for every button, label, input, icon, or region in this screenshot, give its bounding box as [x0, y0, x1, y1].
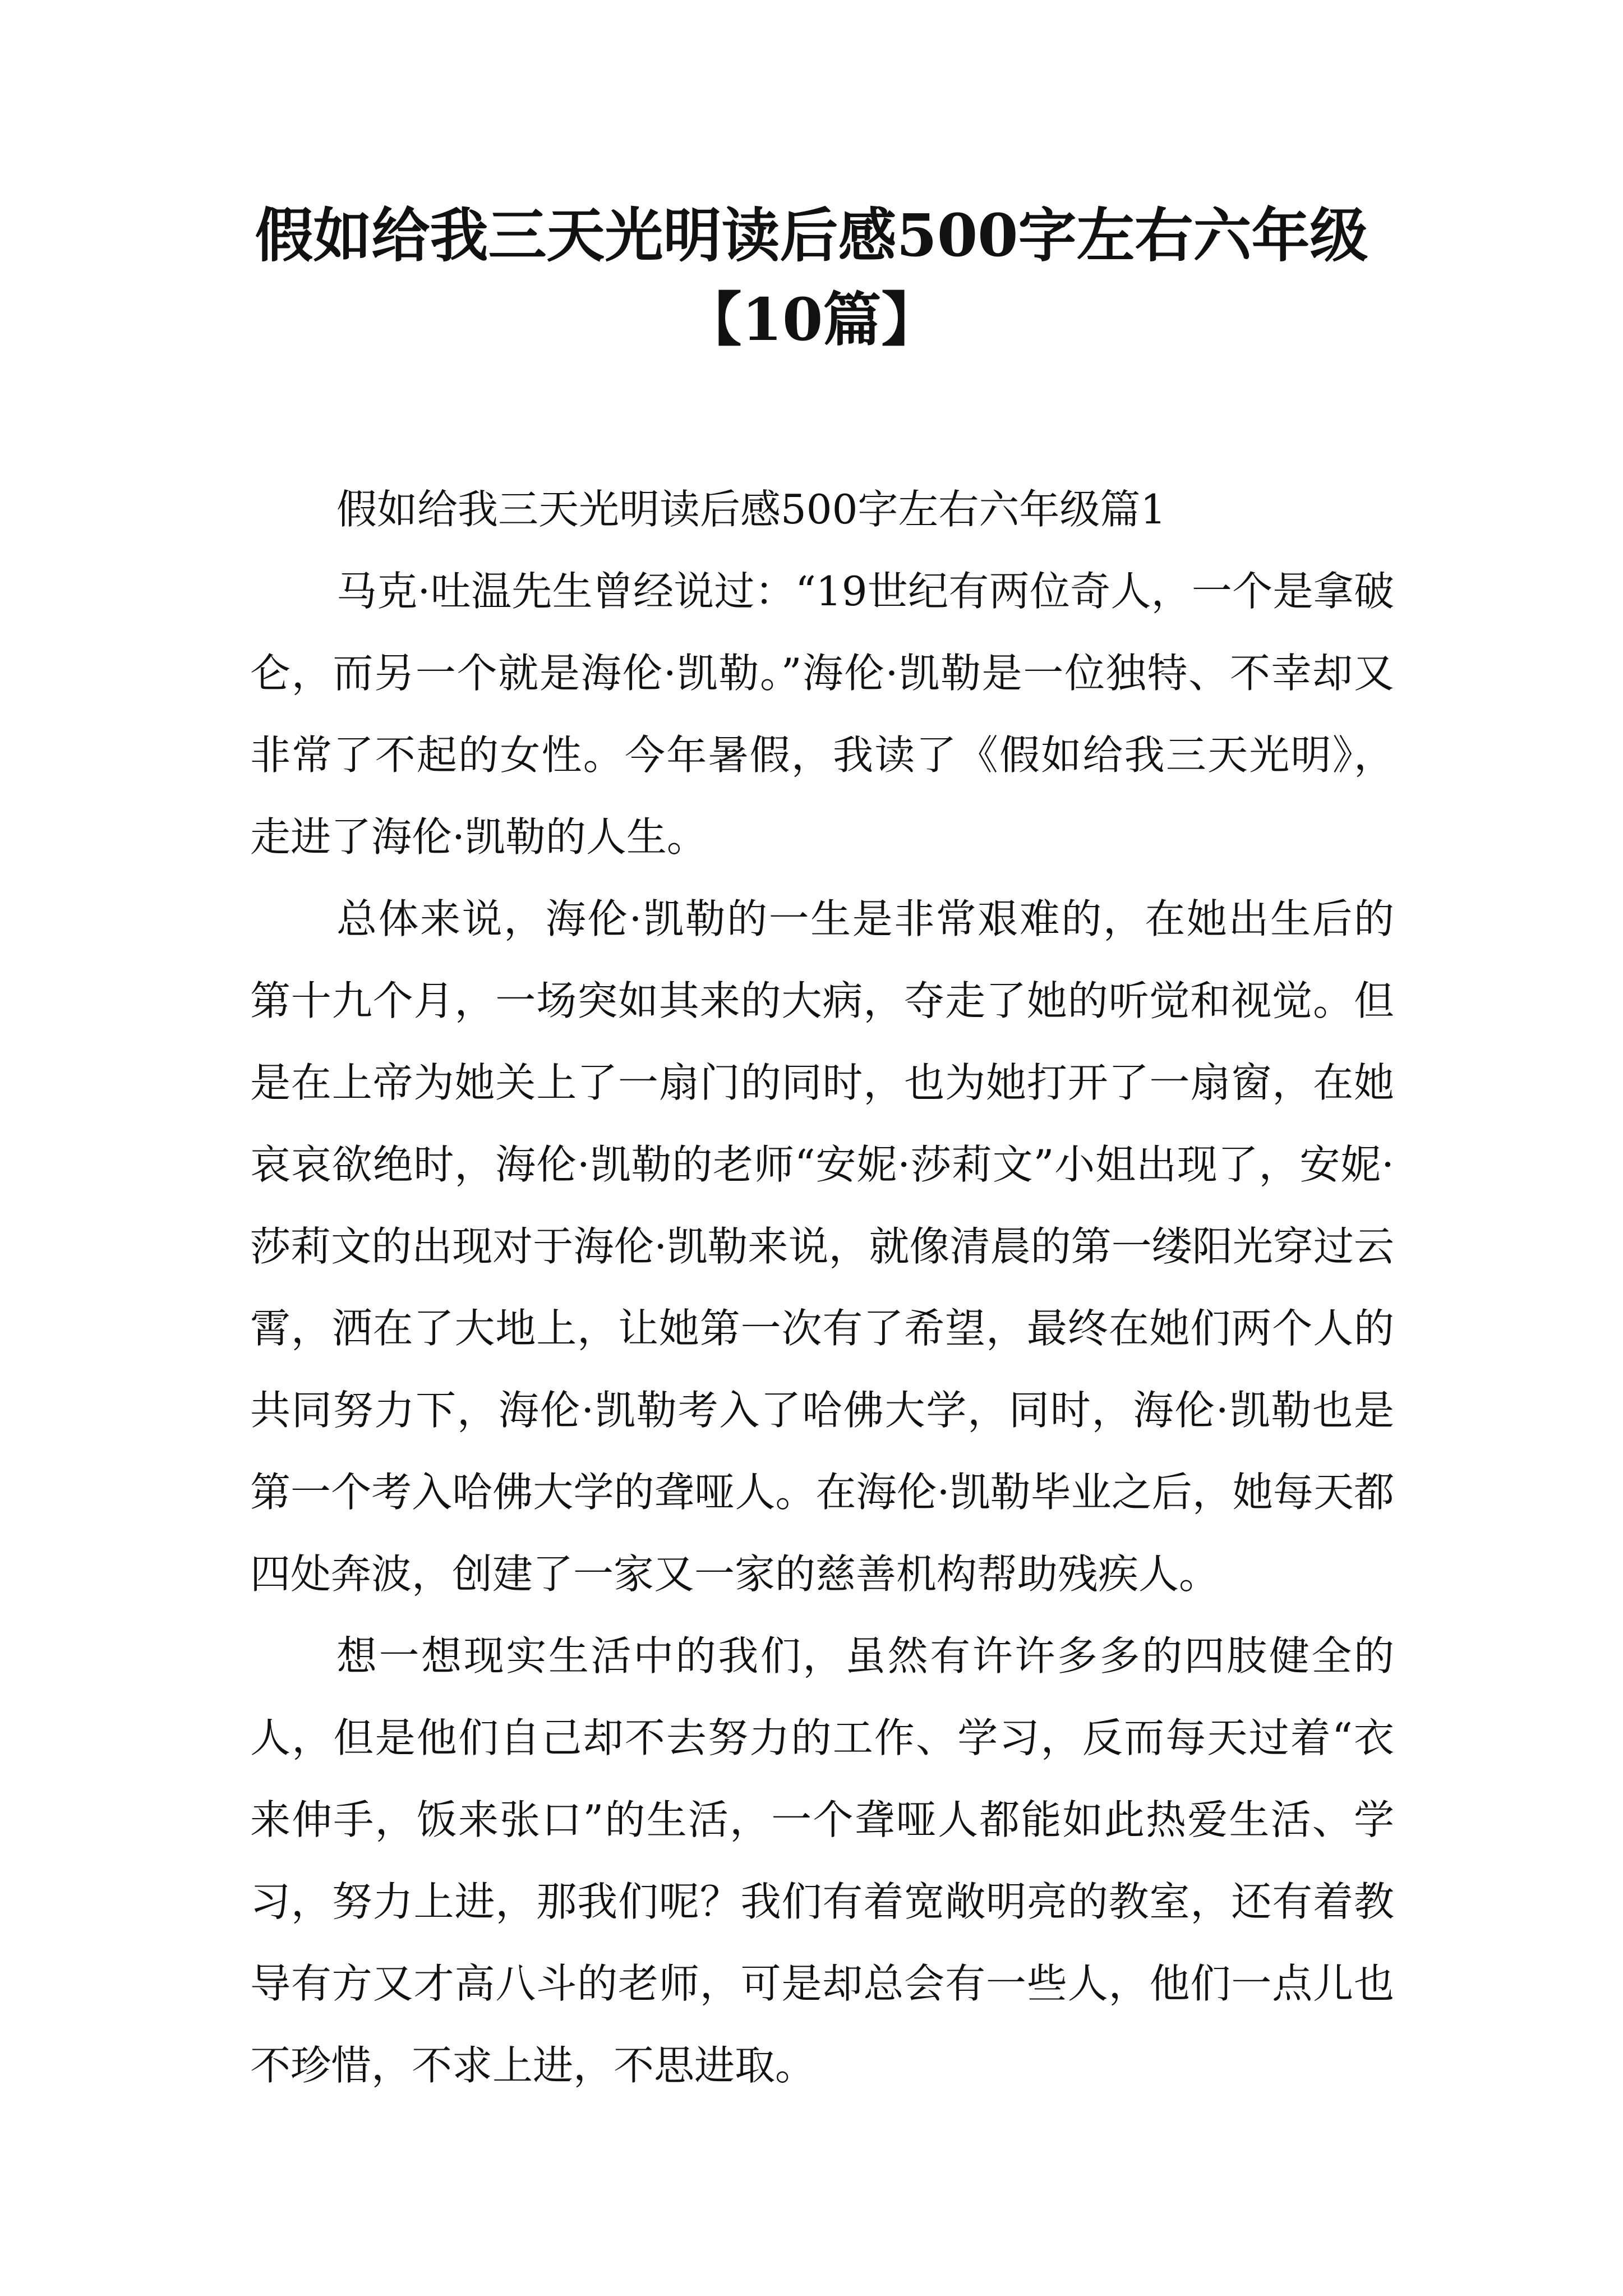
- paragraph-2: 总体来说，海伦·凯勒的一生是非常艰难的，在她出生后的第十九个月，一场突如其来的大病，夺走了她的听觉和视觉。但是在上帝为她关上了一扇门的同时，也为她打开了一扇窗，在她哀哀欲绝时，海伦·凯勒的老师“安妮·莎莉文”小姐出现了，安妮·莎莉文的出现对于海伦·凯勒来说，就像清晨的第一缕阳光穿过云霄，洒在了大地上，让她第一次有了希望，最终在她们两个人的共同努力下，海伦·凯勒考入了哈佛大学，同时，海伦·凯勒也是第一个考入哈佛大学的聋哑人。在海伦·凯勒毕业之后，她每天都四处奔波，创建了一家又一家的慈善机构帮助残疾人。: [250, 895, 1394, 1598]
- paragraph-1: 马克·吐温先生曾经说过：“19世纪有两位奇人，一个是拿破仑，而另一个就是海伦·凯勒。”海伦·凯勒是一位独特、不幸却又非常了不起的女性。今年暑假，我读了《假如给我三天光明》，走进了海伦·凯勒的人生。: [250, 568, 1394, 861]
- paragraph-3: 想一想现实生活中的我们，虽然有许许多多的四肢健全的人，但是他们自己却不去努力的工作、学习，反而每天过着“衣来伸手，饭来张口”的生活，一个聋哑人都能如此热爱生活、学习，努力上进，那我们呢？我们有着宽敞明亮的教室，还有着教导有方又才高八斗的老师，可是却总会有一些人，他们一点儿也不珍惜，不求上进，不思进取。: [250, 1632, 1394, 2089]
- document-title: [247, 194, 1376, 362]
- section-heading: 假如给我三天光明读后感500字左右六年级篇1: [336, 486, 1166, 533]
- document-body: [250, 468, 1394, 2106]
- title-line-1: 假如给我三天光明读后感500字左右六年级: [255, 201, 1368, 270]
- title-line-2: 【10篇】: [683, 285, 940, 354]
